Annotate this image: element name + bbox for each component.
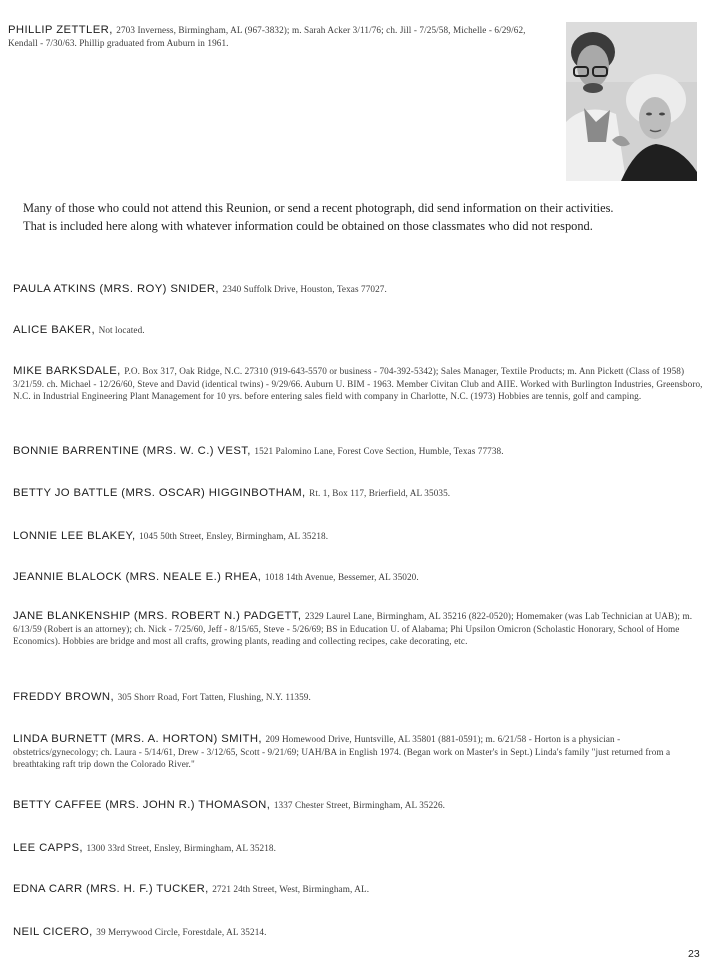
page-number: 23 — [688, 948, 700, 960]
entry-name: BONNIE BARRENTINE (MRS. W. C.) VEST, — [13, 445, 255, 457]
featured-entry — [8, 24, 553, 49]
entry-details: 1337 Chester Street, Birmingham, AL 35226. — [273, 800, 446, 810]
entry-details: P.O. Box 317, Oak Ridge, N.C. 27310 (919-643-5570 or business - 704-392-5342); Sales Manager, Textile Products; m. Ann Pickett (Class of 1958) 3/21/59. ch. Michael - 12/26/60, Steve and David (identical twins) - 9/29/66. Auburn U. BIM - 1963. Member Civitan Club and AIIE. Worked with Burlington Industries, Greensboro, N.C. in Industrial Engineering Plant Management for 10 yrs. before entering sales field with company in Charlotte, N.C. (1973) Hobbies are tennis, golf and camping. — [13, 366, 703, 402]
entry-details: Rt. 1, Box 117, Brierfield, AL 35035. — [309, 488, 451, 498]
entry-name: LEE CAPPS, — [13, 842, 87, 854]
entry-details: 2329 Laurel Lane, Birmingham, AL 35216 (822-0520); Homemaker (was Lab Technician at UAB); m. 6/13/59 (Robert is an attorney); ch. Nick - 7/25/60, Jeff - 8/15/65, Steve - 5/26/69; BS in Education U. of Alabama; Phi Upsilon Omicron (Scholastic Honorary, School of Home Economics). Hobbies are bridge and most all crafts, growing plants, reading and collecting recipes, cake decorating, etc. — [13, 611, 693, 647]
entry-name: ALICE BAKER, — [13, 324, 99, 336]
entry-tucker — [13, 883, 703, 896]
entry-vest — [13, 445, 703, 458]
entry-padgett — [13, 610, 703, 648]
entry-name: LINDA BURNETT (MRS. A. HORTON) SMITH, — [13, 733, 266, 745]
entry-barksdale — [13, 365, 703, 403]
entry-details: 2340 Suffolk Drive, Houston, Texas 77027. — [222, 284, 387, 294]
entry-name: LONNIE LEE BLAKEY, — [13, 530, 140, 542]
entry-details: 1300 33rd Street, Ensley, Birmingham, AL 35218. — [86, 843, 277, 853]
entry-name: MIKE BARKSDALE, — [13, 365, 125, 377]
couple-photo — [566, 22, 697, 181]
entry-baker — [13, 324, 703, 337]
entry-name: BETTY JO BATTLE (MRS. OSCAR) HIGGINBOTHAM, — [13, 487, 310, 499]
entry-brown — [13, 691, 703, 704]
entry-name: PAULA ATKINS (MRS. ROY) SNIDER, — [13, 283, 223, 295]
entry-details: 1018 14th Avenue, Bessemer, AL 35020. — [264, 572, 419, 582]
entry-name: FREDDY BROWN, — [13, 691, 118, 703]
entry-name: PHILLIP ZETTLER, — [8, 24, 117, 36]
entry-name: JANE BLANKENSHIP (MRS. ROBERT N.) PADGETT, — [13, 610, 305, 622]
entry-name: JEANNIE BLALOCK (MRS. NEALE E.) RHEA, — [13, 571, 265, 583]
entry-snider — [13, 283, 703, 296]
entry-higginbotham — [13, 487, 703, 500]
entry-blakey — [13, 530, 703, 543]
entry-name: EDNA CARR (MRS. H. F.) TUCKER, — [13, 883, 213, 895]
entry-details: 1521 Palomino Lane, Forest Cove Section, Humble, Texas 77738. — [254, 446, 504, 456]
entry-details: 209 Homewood Drive, Huntsville, AL 35801 (881-0591); m. 6/21/58 - Horton is a physician - obstetrics/gynecology; ch. Laura - 5/14/61, Drew - 3/12/65, Scott - 9/21/69; UAH/BA in English 1974. (Began work on Master's in Sept.) Linda's family "just returned from a breathtaking raft trip down the Colorado River." — [13, 734, 671, 770]
entry-details: 2703 Inverness, Birmingham, AL (967-3832); m. Sarah Acker 3/11/76; ch. Jill - 7/25/58, Michelle - 6/29/62, Kendall - 7/30/63. Phillip graduated from Auburn in 1961. — [8, 25, 526, 48]
entry-name: BETTY CAFFEE (MRS. JOHN R.) THOMASON, — [13, 799, 274, 811]
entry-smith — [13, 733, 703, 771]
entry-thomason — [13, 799, 703, 812]
entry-details: 2721 24th Street, West, Birmingham, AL. — [212, 884, 370, 894]
entry-details: Not located. — [98, 325, 145, 335]
entry-name: NEIL CICERO, — [13, 926, 97, 938]
entry-details: 39 Merrywood Circle, Forestdale, AL 35214. — [96, 927, 267, 937]
entry-rhea — [13, 571, 703, 584]
entry-details: 305 Shorr Road, Fort Tatten, Flushing, N.Y. 11359. — [117, 692, 311, 702]
entry-capps — [13, 842, 703, 855]
entry-details: 1045 50th Street, Ensley, Birmingham, AL 35218. — [139, 531, 329, 541]
intro-paragraph: Many of those who could not attend this Reunion, or send a recent photograph, did send information on their activities. That is included here along with whatever information could be obtained on those classmates who did not respond. — [23, 201, 614, 233]
entry-cicero — [13, 926, 703, 939]
